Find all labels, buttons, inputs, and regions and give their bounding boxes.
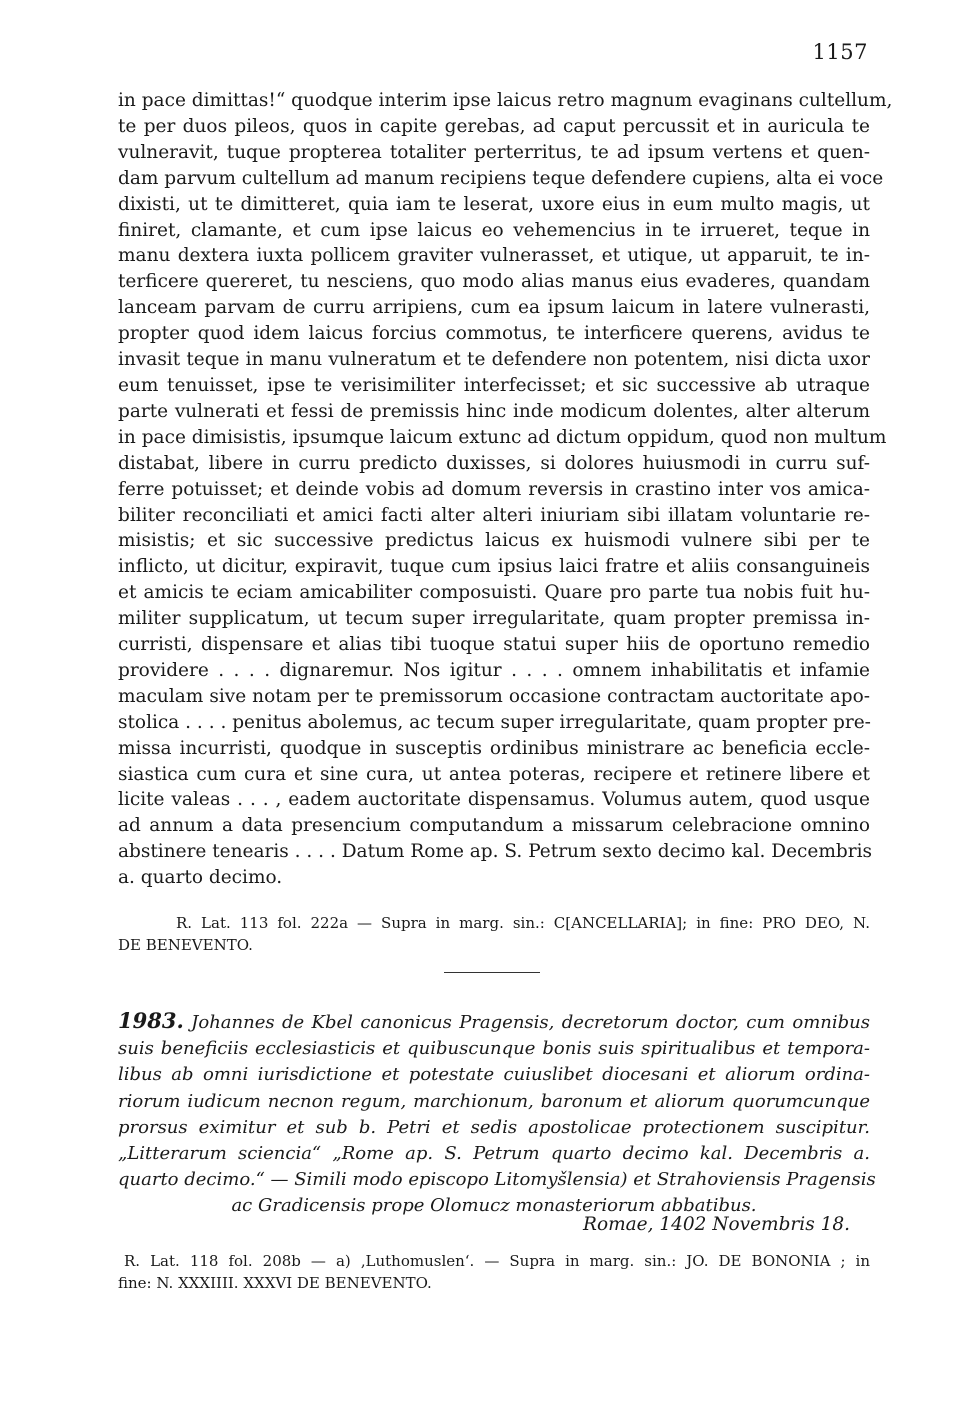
text-line: lanceam parvam de curru arripiens, cum ea ipsum laicum in latere vulnerasti, <box>118 297 870 319</box>
regest-line-centered: ac Gradicensis prope Olomucz monasteriorum abbatibus. <box>231 1195 757 1217</box>
footnote-source-2 <box>118 1250 870 1294</box>
main-text-block <box>118 88 893 891</box>
regest-date: Romae, 1402 Novembris 18. <box>583 1214 850 1235</box>
regest-line <box>118 1008 870 1036</box>
text-line: invasit teque in manu vulneratum et te defendere non potentem, nisi dicta uxor <box>118 349 870 371</box>
text-line: stolica . . . . penitus abolemus, ac tecum super irregularitate, quam propter pre- <box>118 711 871 733</box>
text-line: providere . . . . dignaremur. Nos igitur . . . . omnem inhabilitatis et infamie <box>118 659 870 681</box>
text-line: eum tenuisset, ipse te verisimiliter interfecisset; et sic successive ab utraque <box>118 374 870 396</box>
regest-line-text: Johannes de Kbel canonicus Pragensis, decretorum doctor, cum omnibus <box>183 1012 870 1033</box>
page-number: 1157 <box>812 40 868 64</box>
text-line: propter quod idem laicus forcius commotus, te interficere querens, avidus te <box>118 323 870 345</box>
text-line: curristi, dispensare et alias tibi tuoque statui super hiis de oportuno remedio <box>118 634 870 656</box>
regest-number: 1983. <box>118 1008 184 1033</box>
regest-line: suis beneficiis ecclesiasticis et quibuscunque bonis suis spiritualibus et tempora- <box>118 1038 870 1060</box>
text-line: militer supplicatum, ut tecum super irregularitate, quam propter premissa in- <box>118 608 870 630</box>
footnote-line: DE BENEVENTO. <box>118 936 253 954</box>
text-line: biliter reconciliati et amici facti alter alteri iniuriam sibi illatam voluntarie re- <box>118 504 870 526</box>
regest-line: „Litterarum sciencia“ „Rome ap. S. Petrum quarto decimo kal. Decembris a. <box>118 1143 870 1165</box>
section-divider <box>444 972 540 973</box>
text-line: ferre potuisset; et deinde vobis ad domum reversis in crastino inter vos amica- <box>118 478 870 500</box>
text-line: vulneravit, tuque propterea totaliter perterritus, te ad ipsum vertens et quen- <box>118 141 870 163</box>
regest-line: riorum iudicum necnon regum, marchionum, baronum et aliorum quorumcunque <box>118 1090 870 1112</box>
text-line: maculam sive notam per te premissorum occasione contractam auctoritate apo- <box>118 685 870 707</box>
text-line: dam parvum cultellum ad manum recipiens teque defendere cupiens, alta ei voce <box>118 167 884 189</box>
text-line: licite valeas . . . , eadem auctoritate dispensamus. Volumus autem, quod usque <box>118 789 870 811</box>
footnote-line: R. Lat. 113 fol. 222a — Supra in marg. sin.: C[ANCELLARIA]; in fine: PRO DEO, N. <box>176 914 870 932</box>
regest-line: prorsus eximitur et sub b. Petri et sedis apostolicae protectionem suscipitur. <box>118 1116 870 1138</box>
text-line: manu dextera iuxta pollicem graviter vulnerasset, et utique, ut apparuit, te in- <box>118 245 870 267</box>
text-line: finiret, clamante, et cum ipse laicus eo vehemencius in te irrueret, teque in <box>118 219 870 241</box>
text-line: a. quarto decimo. <box>118 867 283 889</box>
text-line: parte vulnerati et fessi de premissis hinc inde modicum dolentes, alter alterum <box>118 400 870 422</box>
regest-line: libus ab omni iurisdictione et potestate cuiuslibet diocesani et aliorum ordina- <box>118 1064 870 1086</box>
footnote-line: fine: N. XXXIIII. XXXVI DE BENEVENTO. <box>118 1274 432 1292</box>
footnote-line: R. Lat. 118 fol. 208b — a) ‚Luthomuslen‘. — Supra in marg. sin.: JO. DE BONONIA ; in <box>124 1252 870 1270</box>
text-line: in pace dimittas!“ quodque interim ipse laicus retro magnum evaginans cultellum, <box>118 90 893 111</box>
text-line: in pace dimisistis, ipsumque laicum extunc ad dictum oppidum, quod non multum <box>118 426 887 448</box>
text-line: misistis; et sic successive predictus laicus ex huismodi vulnere sibi per te <box>118 530 870 552</box>
text-line: te per duos pileos, quos in capite gerebas, ad caput percussit et in auricula te <box>118 115 870 137</box>
text-line: et amicis te eciam amicabiliter composuisti. Quare pro parte tua nobis fuit hu- <box>118 582 870 604</box>
text-line: distabat, libere in curru predicto duxisses, si dolores huiusmodi in curru suf- <box>118 452 870 474</box>
text-line: inflicto, ut dicitur, expiravit, tuque cum ipsius laici fratre et aliis consanguineis <box>118 556 870 578</box>
text-line: missa incurristi, quodque in susceptis ordinibus ministrare ac beneficia eccle- <box>118 737 870 759</box>
regest-line: quarto decimo.“ — Simili modo episcopo Litomyšlensia) et Strahoviensis Pragensis <box>118 1169 876 1191</box>
text-line: terficere quereret, tu nesciens, quo modo alias manus eius evaderes, quandam <box>118 271 870 293</box>
text-line: abstinere tenearis . . . . Datum Rome ap. S. Petrum sexto decimo kal. Decembris <box>118 841 872 863</box>
regest-block <box>118 1008 876 1220</box>
text-line: siastica cum cura et sine cura, ut antea poteras, recipere et retinere libere et <box>118 763 870 785</box>
text-line: ad annum a data presencium computandum a missarum celebracione omnino <box>118 815 870 837</box>
footnote-source <box>118 912 870 956</box>
text-line: dixisti, ut te dimitteret, quia iam te leserat, uxore eius in eum multo magis, ut <box>118 193 870 215</box>
